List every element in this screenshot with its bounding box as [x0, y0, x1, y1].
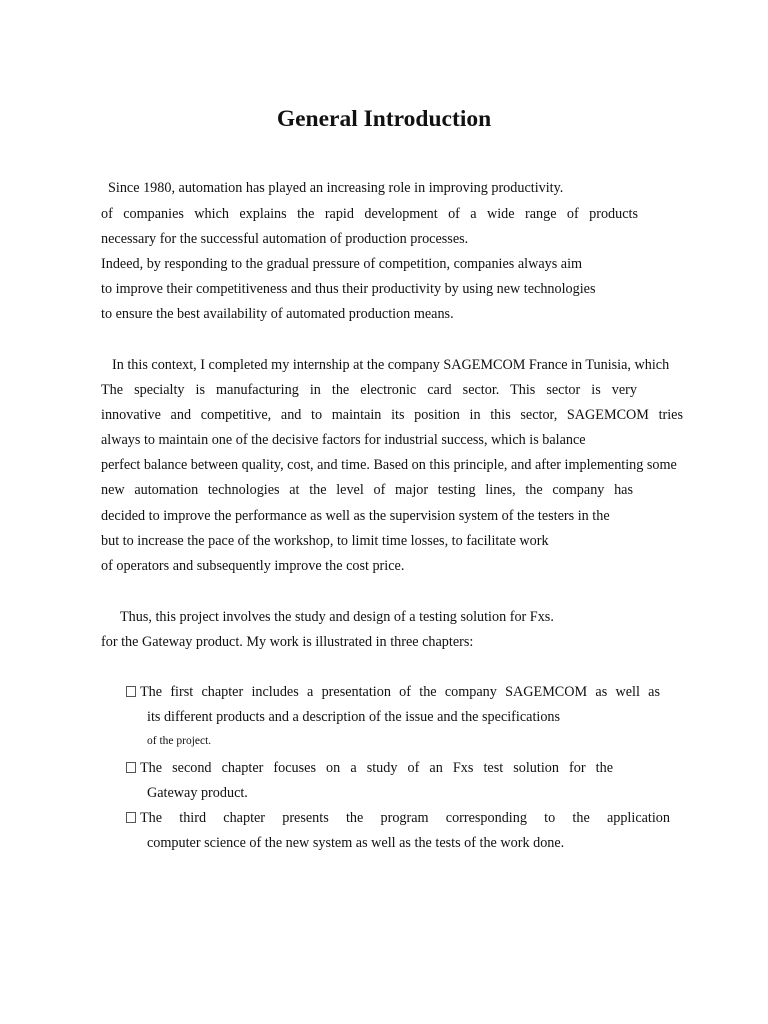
bullet-1-line-3: of the project.: [147, 735, 212, 747]
bullet-box-icon: [126, 812, 136, 823]
paragraph-1-line-3: necessary for the successful automation of production processes.: [101, 231, 469, 247]
paragraph-3-line-1: Thus, this project involves the study and design of a testing solution for Fxs.: [120, 609, 554, 625]
paragraph-2-line-7: decided to improve the performance as well as the supervision system of the testers in the: [101, 508, 610, 524]
bullet-1-line-2: its different products and a description of the issue and the specifications: [147, 709, 561, 725]
paragraph-1-line-2: of companies which explains the rapid development of a wide range of products: [101, 206, 638, 222]
bullet-3-line-2: computer science of the new system as well as the tests of the work done.: [147, 835, 565, 851]
paragraph-2-line-6: new automation technologies at the level of major testing lines, the company has: [101, 482, 633, 498]
bullet-2-line-1: The second chapter focuses on a study of an Fxs test solution for the: [140, 760, 613, 776]
paragraph-2-line-5: perfect balance between quality, cost, and time. Based on this principle, and after implementing some: [101, 457, 677, 473]
paragraph-2-line-4: always to maintain one of the decisive factors for industrial success, which is balance: [101, 432, 586, 448]
bullet-item-2: [126, 759, 613, 777]
paragraph-3-line-2: for the Gateway product. My work is illustrated in three chapters:: [101, 634, 474, 650]
bullet-box-icon: [126, 686, 136, 697]
bullet-box-icon: [126, 762, 136, 773]
paragraph-2-line-3: innovative and competitive, and to maintain its position in this sector, SAGEMCOM tries: [101, 407, 683, 423]
bullet-item-3: [126, 809, 670, 827]
bullet-3-line-1: The third chapter presents the program corresponding to the application: [140, 810, 670, 826]
paragraph-1-line-5: to improve their competitiveness and thus their productivity by using new technologies: [101, 281, 596, 297]
paragraph-2-line-2: The specialty is manufacturing in the electronic card sector. This sector is very: [101, 382, 637, 398]
bullet-item-1: [126, 683, 660, 701]
page-title: General Introduction: [276, 106, 492, 132]
paragraph-1-line-1: Since 1980, automation has played an increasing role in improving productivity.: [108, 180, 564, 196]
paragraph-1-line-4: Indeed, by responding to the gradual pressure of competition, companies always aim: [101, 256, 583, 272]
paragraph-2-line-8: but to increase the pace of the workshop, to limit time losses, to facilitate work: [101, 533, 549, 549]
paragraph-2-line-1: In this context, I completed my internship at the company SAGEMCOM France in Tunisia, which: [112, 357, 670, 373]
paragraph-2-line-9: of operators and subsequently improve the cost price.: [101, 558, 405, 574]
bullet-2-line-2: Gateway product.: [147, 785, 248, 801]
bullet-1-line-1: The first chapter includes a presentation of the company SAGEMCOM as well as: [140, 684, 660, 700]
paragraph-1-line-6: to ensure the best availability of automated production means.: [101, 306, 454, 322]
